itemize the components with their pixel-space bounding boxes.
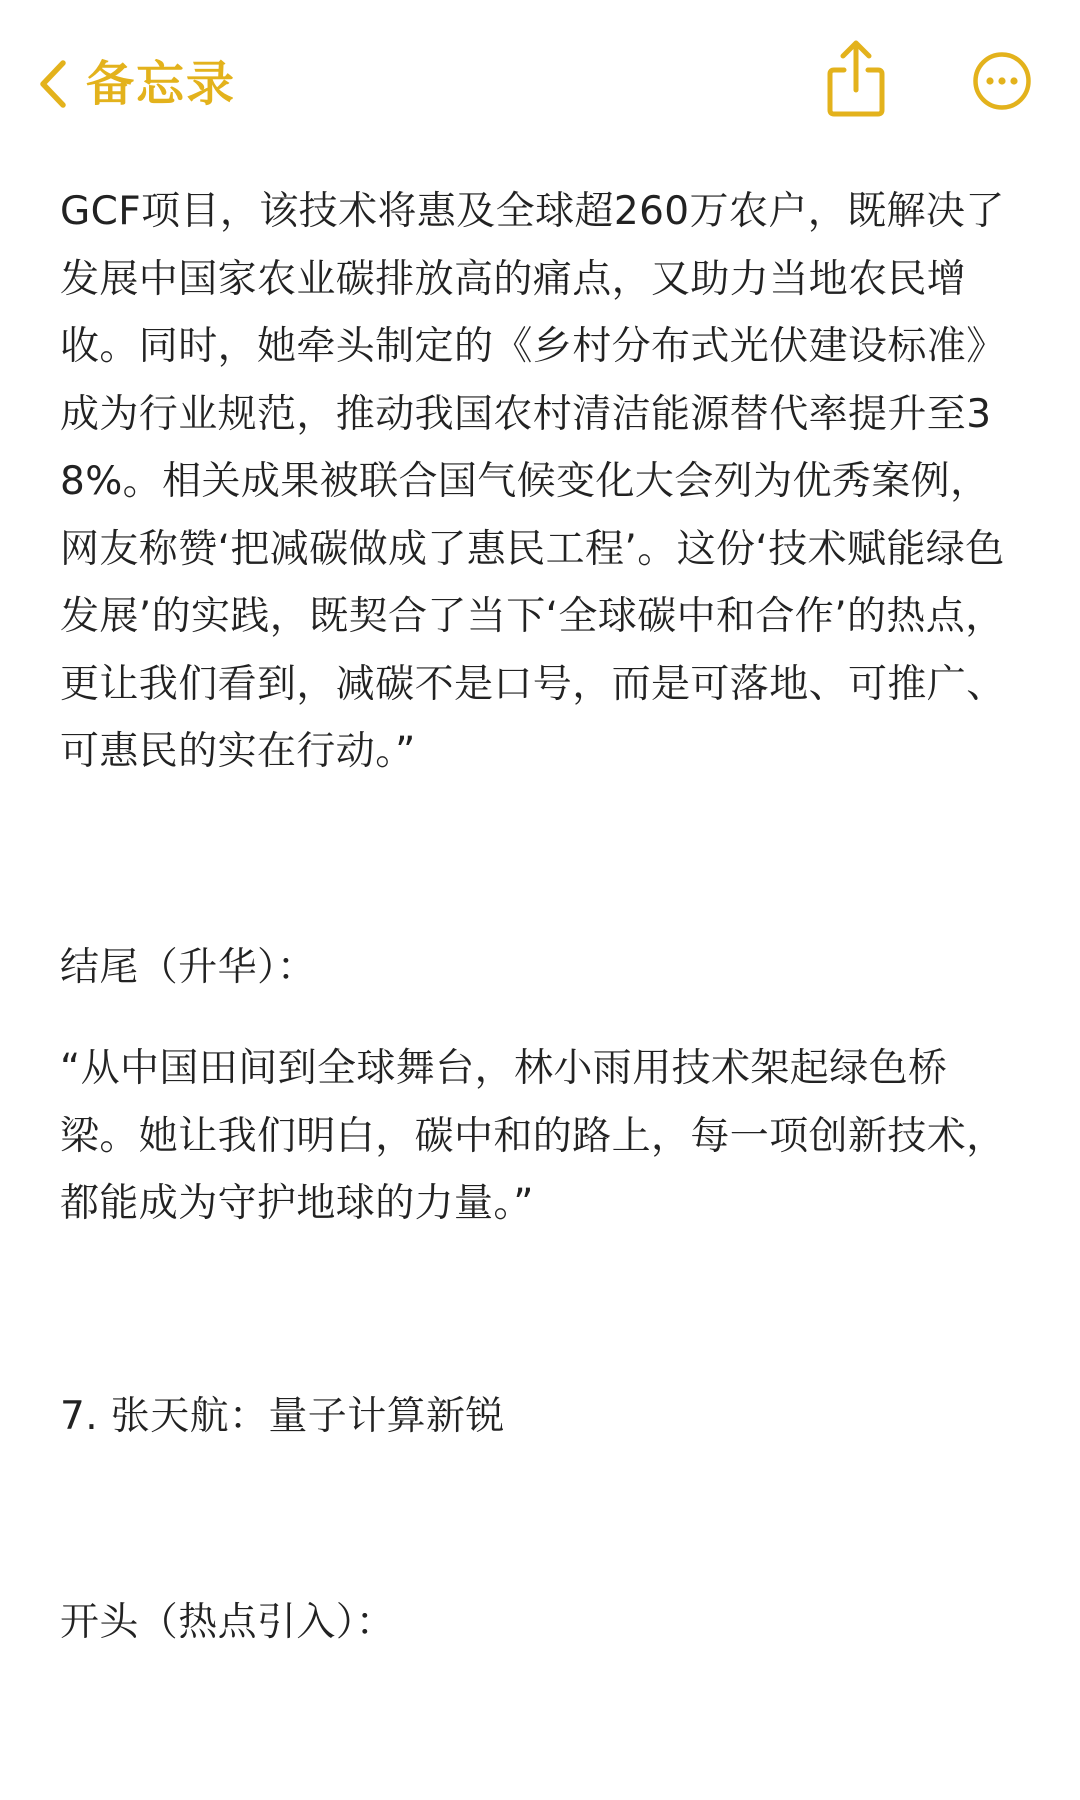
back-button-label: 备忘录 [86, 56, 237, 112]
share-icon [820, 103, 892, 122]
section-heading-ending: 结尾（升华）： [60, 945, 317, 990]
more-icon [972, 96, 1032, 115]
section-heading-person: 7. 张天航：量子计算新锐 [60, 1394, 505, 1439]
more-button[interactable] [972, 51, 1032, 111]
navigation-bar [0, 0, 1080, 165]
note-paragraph: GCF项目，该技术将惠及全球超260万农户，既解决了发展中国家农业碳排放高的痛点，又助力当地农民增收。同时，她牵头制定的《乡村分布式光伏建设标准》成为行业规范，推动我国农村清洁能源替代率提升至38%。相关成果被联合国气候变化大会列为优秀案例，网友称赞‘把减碳做成了惠民工程’。这份‘技术赋能绿色发展’的实践，既契合了当下‘全球碳中和合作’的热点，更让我们看到，减碳不是口号，而是可落地、可推广、可惠民的实在行动。” [60, 189, 1006, 774]
back-button[interactable] [38, 48, 236, 120]
note-paragraph-ending: “从中国田间到全球舞台，林小雨用技术架起绿色桥梁。她让我们明白，碳中和的路上，每一项创新技术，都能成为守护地球的力量。” [60, 1046, 1006, 1226]
chevron-left-icon [38, 59, 68, 109]
section-heading-opening: 开头（热点引入）： [60, 1600, 396, 1645]
share-button[interactable] [820, 38, 892, 118]
note-body[interactable] [60, 178, 1020, 1645]
